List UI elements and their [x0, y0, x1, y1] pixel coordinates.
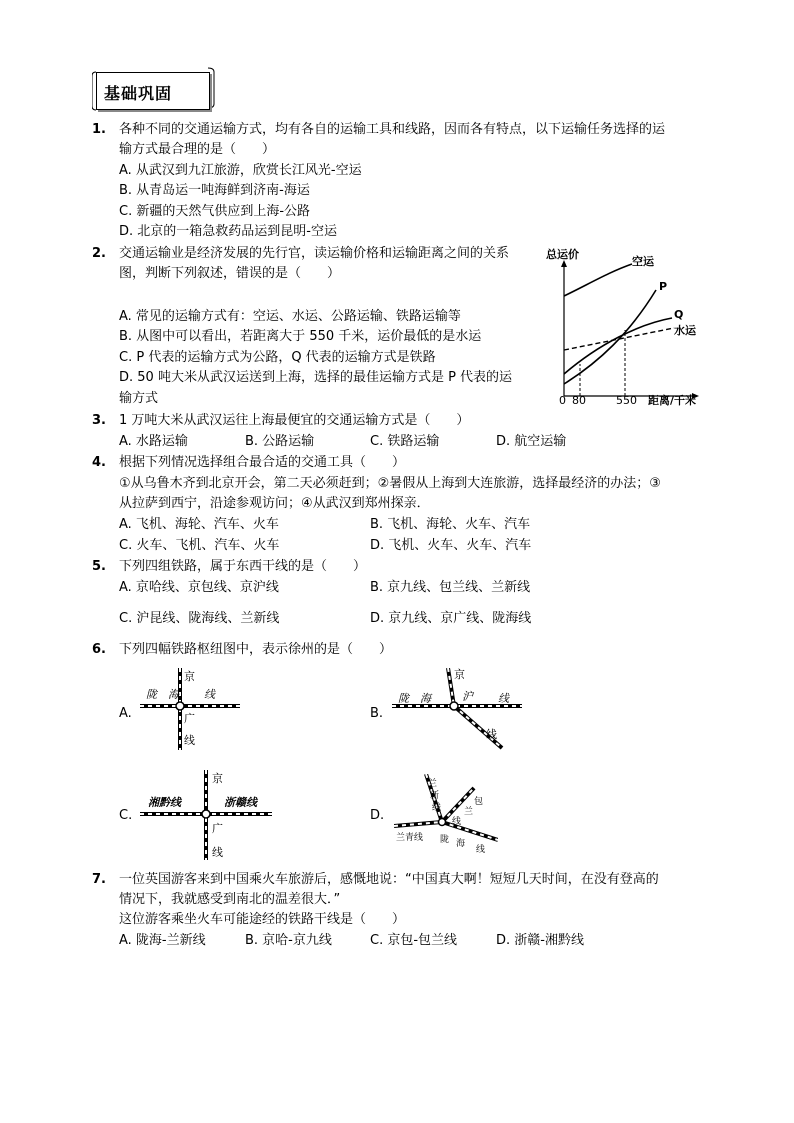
- q7-stem-line2: 情况下，我就感受到南北的温差很大．”: [119, 892, 341, 907]
- map-a-xian2: 线: [184, 734, 195, 747]
- map-d-xian3: 线: [476, 845, 486, 855]
- q5-number: 5.: [92, 559, 106, 574]
- map-c-xiangqian: 湘黔线: [148, 796, 181, 809]
- q4-number: 4.: [92, 455, 106, 470]
- q2-stem-line1: 交通运输业是经济发展的先行官，读运输价格和运输距离之间的关系: [119, 246, 510, 261]
- map-a-guang: 广: [184, 712, 195, 725]
- line-air: [564, 264, 632, 296]
- q4-stem-line3: 从拉萨到西宁，沿途参观访问；④从武汉到郑州探亲．: [119, 496, 430, 511]
- section-banner: [92, 66, 216, 112]
- q6-stem: 下列四幅铁路枢纽图中，表示徐州的是（ ）: [119, 642, 393, 657]
- freight-cost-chart: [544, 244, 702, 410]
- map-c-guang: 广: [212, 822, 223, 835]
- q2-stem-line2: 图，判断下列叙述，错误的是（ ）: [119, 266, 341, 281]
- map-b-longhai: 陇 海: [398, 692, 431, 705]
- q4-option-b: B. 飞机、海轮、火车、汽车: [370, 517, 531, 532]
- line-p: [564, 290, 656, 384]
- q7-stem-line3: 这位游客乘坐火车可能途经的铁路干线是（ ）: [119, 912, 406, 927]
- q5-option-a: A. 京哈线、京包线、京沪线: [119, 580, 279, 595]
- q7-option-c: C. 京包-包兰线: [370, 933, 458, 948]
- map-d-long: 陇: [440, 835, 450, 845]
- tick-550: 550: [616, 394, 637, 407]
- map-d-xian2: 线: [452, 817, 462, 827]
- x-axis-label: 距离/千米: [648, 394, 697, 407]
- label-air: 空运: [632, 255, 654, 268]
- rail-map-a: [140, 668, 240, 750]
- q2-number: 2.: [92, 246, 106, 261]
- q3-option-c: C. 铁路运输: [370, 434, 440, 449]
- map-a-xian: 线: [204, 688, 215, 701]
- map-b-xian2: 线: [486, 728, 497, 741]
- label-q: Q: [674, 308, 684, 321]
- q6-option-d-label: D.: [370, 808, 385, 823]
- map-b-hu: 沪: [462, 690, 473, 703]
- q1-option-a: A. 从武汉到九江旅游，欣赏长江风光-空运: [119, 163, 362, 178]
- q2-option-b: B. 从图中可以看出，若距离大于 550 千米，运价最低的是水运: [119, 329, 482, 344]
- q5-option-b: B. 京九线、包兰线、兰新线: [370, 580, 531, 595]
- q4-option-c: C. 火车、飞机、汽车、火车: [119, 538, 280, 553]
- q1-option-d: D. 北京的一箱急救药品运到昆明-空运: [119, 224, 337, 239]
- q3-option-b: B. 公路运输: [245, 434, 315, 449]
- q4-stem: 根据下列情况选择组合最合适的交通工具（ ）: [119, 455, 406, 470]
- rail-map-d: [394, 774, 498, 856]
- q2-option-a: A. 常见的运输方式有：空运、水运、公路运输、铁路运输等: [119, 309, 461, 324]
- q5-stem: 下列四组铁路，属于东西干线的是（ ）: [119, 559, 367, 574]
- map-d-lan: 兰: [428, 779, 438, 789]
- q1-option-b: B. 从青岛运一吨海鲜到济南-海运: [119, 183, 310, 198]
- q3-option-d: D. 航空运输: [496, 434, 567, 449]
- q1-stem-line2: 输方式最合理的是（ ）: [119, 142, 276, 157]
- q4-option-a: A. 飞机、海轮、汽车、火车: [119, 517, 279, 532]
- q3-number: 3.: [92, 413, 106, 428]
- q5-option-d: D. 京九线、京广线、陇海线: [370, 611, 532, 626]
- map-d-lan2: 兰: [464, 807, 474, 817]
- q4-option-d: D. 飞机、火车、火车、汽车: [370, 538, 532, 553]
- label-p: P: [659, 280, 668, 293]
- map-d-hai: 海: [456, 839, 466, 849]
- q3-stem: 1 万吨大米从武汉运往上海最便宜的交通运输方式是（ ）: [119, 413, 470, 428]
- y-axis-arrow: [561, 260, 567, 267]
- q3-option-a: A. 水路运输: [119, 434, 188, 449]
- tick-80: 80: [572, 394, 586, 407]
- q2-option-d-line2: 输方式: [119, 391, 159, 406]
- map-a-jing: 京: [184, 670, 195, 683]
- q7-option-b: B. 京哈-京九线: [245, 933, 332, 948]
- map-b-xian: 线: [498, 692, 509, 705]
- rail-map-b: [392, 668, 522, 750]
- y-axis-label: 总运价: [546, 248, 579, 261]
- q1-number: 1.: [92, 122, 106, 137]
- q7-option-d: D. 浙赣-湘黔线: [496, 933, 584, 948]
- q7-option-a: A. 陇海-兰新线: [119, 933, 206, 948]
- map-a-longhai: 陇 海: [146, 688, 179, 701]
- q2-option-d-line1: D. 50 吨大米从武汉运送到上海，选择的最佳运输方式是 P 代表的运: [119, 370, 513, 385]
- q1-option-c: C. 新疆的天然气供应到上海-公路: [119, 204, 311, 219]
- q6-option-a-label: A.: [119, 706, 132, 721]
- map-d-xin: 新: [430, 791, 440, 801]
- map-c-zhegan: 浙赣线: [224, 796, 257, 809]
- q1-stem-line1: 各种不同的交通运输方式，均有各自的运输工具和线路，因而各有特点，以下运输任务选择的运: [119, 122, 666, 137]
- q7-stem-line1: 一位英国游客来到中国乘火车旅游后，感慨地说：“中国真大啊！短短几天时间，在没有登高的: [119, 872, 659, 887]
- q6-option-c-label: C.: [119, 808, 133, 823]
- label-water: 水运: [674, 324, 696, 337]
- q7-number: 7.: [92, 872, 106, 887]
- q4-stem-line2: ①从乌鲁木齐到北京开会，第二天必须赶到；②暑假从上海到大连旅游，选择最经济的办法；③: [119, 476, 661, 491]
- map-d-xian: 线: [432, 803, 442, 813]
- map-d-lanqing: 兰青线: [396, 833, 424, 843]
- q2-option-c: C. P 代表的运输方式为公路，Q 代表的运输方式是铁路: [119, 350, 436, 365]
- map-c-xian: 线: [212, 846, 223, 859]
- map-b-jing: 京: [454, 668, 465, 681]
- map-c-jing: 京: [212, 772, 223, 785]
- rail-map-c: [140, 770, 272, 860]
- section-title: 基础巩固: [104, 84, 173, 103]
- tick-0: 0: [559, 394, 566, 407]
- map-d-bao: 包: [474, 797, 484, 807]
- q5-option-c: C. 沪昆线、陇海线、兰新线: [119, 611, 280, 626]
- q6-number: 6.: [92, 642, 106, 657]
- q6-option-b-label: B.: [370, 706, 384, 721]
